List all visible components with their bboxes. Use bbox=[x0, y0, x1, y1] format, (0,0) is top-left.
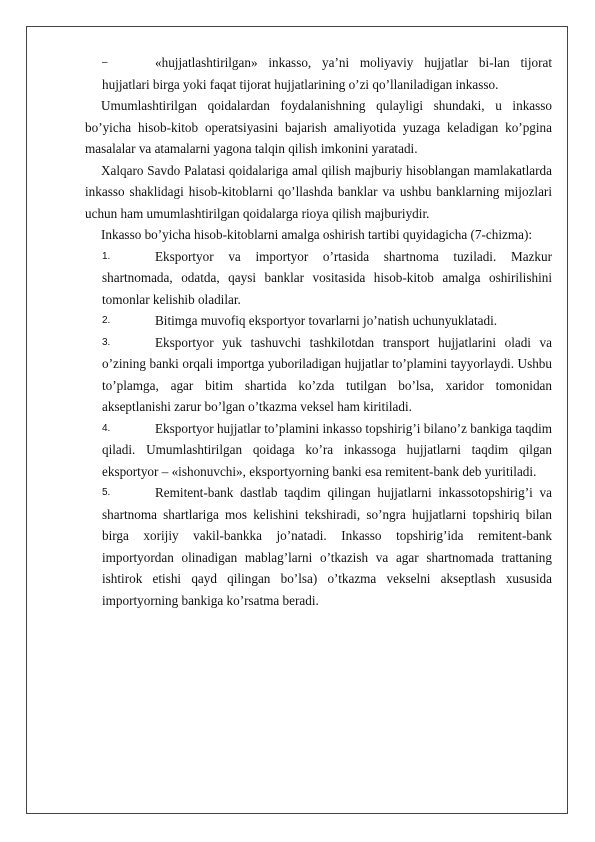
list-number: 2. bbox=[102, 315, 111, 326]
list-item-text: Remitent-bank dastlab taqdim qilingan hujjatlarni inkassotopshirig’i va shartnoma shartlariga mos kelishini tekshiradi, so’ngra hujjatlarni topshiriq bilan birga xorijiy vakil-bankka jo’natadi. Inkasso topshirig’ida remitent-bank importyordan olinadigan mablag’larni o’tkazish va agar shartnomada trattaning ishtirok etishi qayd qilingan bo’lsa) o’tkazma vekselni akseptlash xususida importyorning bankiga ko’rsatma beradi. bbox=[102, 485, 552, 608]
list-item-text: Bitimga muvofiq eksportyor tovarlarni jo’natish uchunyuklatadi. bbox=[155, 313, 498, 328]
list-item-text: Eksportyor yuk tashuvchi tashkilotdan transport hujjatlarini oladi va o’zining banki orqali importga yuboriladigan hujjatlar to’plamini tayyorlaydi. Ushbu to’plamga, agar bitim shartida ko’zda tutilgan bo’lsa, xaridor tomonidan akseptlanishi zarur bo’lgan o’tkazma veksel ham kiritiladi. bbox=[102, 334, 552, 414]
list-number: 1. bbox=[102, 250, 111, 262]
list-item bbox=[85, 246, 552, 311]
paragraph: Inkasso bo’yicha hisob-kitoblarni amalga oshirish tartibi quyidagicha (7-chizma): bbox=[101, 227, 533, 242]
list-item-text: Eksportyor va importyor o’rtasida shartnoma tuziladi. Mazkur shartnomada, odatda, qaysi banklar vositasida hisob-kitob amalga oshirilishini tomonlar kelishib oladilar. bbox=[102, 248, 552, 307]
paragraph: Xalqaro Savdo Palatasi qoidalariga amal qilish majburiy hisoblangan mamlakatlarda inkasso shaklidagi hisob-kitoblarni qo’llashda banklar va ushbu banklarning mijozlari uchun ham umumlashtirilgan qoidalarga rioya qilish majburiydir. bbox=[85, 162, 552, 221]
list-number: 3. bbox=[102, 336, 111, 348]
document-body bbox=[85, 52, 552, 611]
dash-marker: – bbox=[102, 57, 108, 68]
list-number: 4. bbox=[102, 422, 111, 434]
list-item bbox=[85, 310, 552, 332]
list-item-text: Eksportyor hujjatlar to’plamini inkasso topshirig’i bilano’z bankiga taqdim qiladi. Umumlashtirilgan qoidaga ko’ra inkassoga hujjatlarni taqdim qilgan eksportyor – «ishonuvchi», eksportyorning banki esa remitent-bank deb yuritiladi. bbox=[102, 420, 552, 479]
list-item bbox=[85, 332, 552, 418]
list-number: 5. bbox=[102, 487, 111, 498]
paragraph: Umumlashtirilgan qoidalardan foydalanishning qulayligi shundaki, u inkasso bo’yicha hisob-kitob operatsiyasini bajarish amaliyotida yuzaga keladigan ko’pgina masalalar va atamalarni yagona talqin qilish imkonini yaratadi. bbox=[85, 98, 552, 156]
list-item bbox=[85, 52, 552, 95]
list-item bbox=[85, 482, 552, 611]
list-item-text: «hujjatlashtirilgan» inkasso, ya’ni moliyaviy hujjatlar bi-lan tijorat hujjatlari birga yoki faqat tijorat hujjatlarining o’zi qo’llaniladigan inkasso. bbox=[102, 55, 552, 92]
list-item bbox=[85, 418, 552, 483]
